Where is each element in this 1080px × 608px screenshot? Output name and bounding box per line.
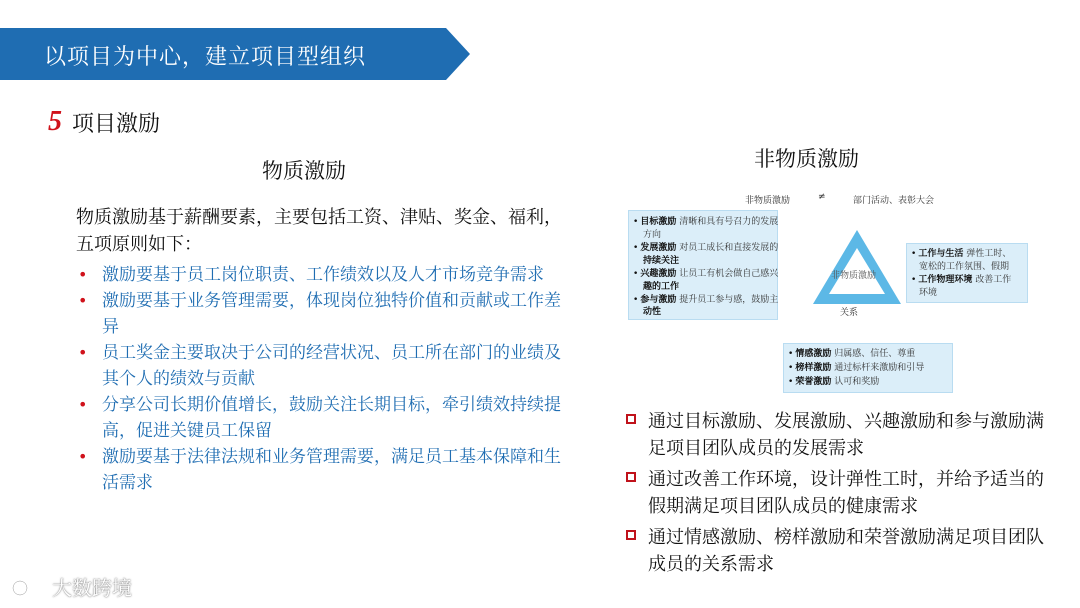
list-item-text: 通过情感激励、榜样激励和荣誉激励满足项目团队成员的关系需求 <box>648 527 1044 575</box>
box-row: • 参与激励 提升员工参与感，鼓励主 <box>633 295 779 305</box>
box-row: • 发展激励 对员工成长和直接发展的 <box>633 243 779 253</box>
diagram-top-right-label: 部门活动、表彰大会 <box>853 196 935 206</box>
list-item-text: 员工奖金主要取决于公司的经营状况、员工所在部门的业绩及其个人的绩效与贡献 <box>102 343 561 389</box>
watermark <box>12 572 132 601</box>
box-row: • 兴趣激励 让员工有机会做自己感兴 <box>633 269 779 279</box>
box-row: 环境 <box>919 288 938 298</box>
relation-box <box>783 343 953 393</box>
square-bullet-icon <box>626 414 636 424</box>
list-item <box>626 408 1046 462</box>
title-banner <box>0 28 470 80</box>
health-box <box>906 243 1028 303</box>
list-item-text: 通过改善工作环境，设计弹性工时，并给予适当的假期满足项目团队成员的健康需求 <box>648 469 1044 517</box>
triangle-side-health: 健康 <box>874 246 893 268</box>
page-title: 以项目为中心，建立项目型组织 <box>44 45 367 70</box>
bullet-dot-icon: • <box>78 291 88 310</box>
box-row: 持续关注 <box>643 256 680 266</box>
nonmaterial-incentive-heading: 非物质激励 <box>754 147 859 171</box>
logo-icon <box>12 575 46 599</box>
box-row: 动性 <box>643 307 662 317</box>
material-incentive-intro: 物质激励基于薪酬要素，主要包括工资、津贴、奖金、福利，五项原则如下： <box>76 207 562 255</box>
bullet-dot-icon: • <box>78 447 88 466</box>
list-item <box>76 392 576 444</box>
bullet-dot-icon: • <box>78 265 88 284</box>
bullet-dot-icon: • <box>78 343 88 362</box>
not-equal-icon: ≠ <box>818 192 826 202</box>
development-box <box>628 210 778 320</box>
nonmaterial-summary-list <box>626 408 1046 582</box>
list-item-text: 通过目标激励、发展激励、兴趣激励和参与激励满足项目团队成员的发展需求 <box>648 411 1044 459</box>
list-item <box>626 466 1046 520</box>
watermark-text: 大数跨境 <box>52 576 132 600</box>
box-row: • 榜样激励 通过标杆来激励和引导 <box>788 363 925 373</box>
box-row: • 工作与生活 弹性工时、 <box>911 249 1012 259</box>
square-bullet-icon <box>626 530 636 540</box>
triangle-center-label: 非物质激励 <box>831 271 877 281</box>
section-header <box>48 106 160 138</box>
nonmaterial-diagram <box>628 188 1038 394</box>
list-item <box>76 444 576 496</box>
material-incentive-heading: 物质激励 <box>262 159 346 183</box>
box-row: • 工作物理环境 改善工作 <box>911 275 1012 285</box>
triangle-side-development: 发展 <box>815 249 834 271</box>
box-row: • 荣誉激励 认可和奖励 <box>788 377 880 387</box>
list-item-text: 激励要基于业务管理需要，体现岗位独特价值和贡献或工作差异 <box>102 291 561 337</box>
list-item <box>76 262 576 288</box>
list-item-text: 激励要基于员工岗位职责、工作绩效以及人才市场竞争需求 <box>102 265 544 285</box>
diagram-top-left-label: 非物质激励 <box>745 196 791 206</box>
box-row: 方向 <box>643 230 662 240</box>
section-title: 项目激励 <box>72 111 161 137</box>
list-item <box>626 524 1046 578</box>
list-item-text: 分享公司长期价值增长，鼓励关注长期目标，牵引绩效持续提高，促进关键员工保留 <box>102 395 561 441</box>
bullet-dot-icon: • <box>78 395 88 414</box>
square-bullet-icon <box>626 472 636 482</box>
list-item-text: 激励要基于法律法规和业务管理需要，满足员工基本保障和生活需求 <box>102 447 561 493</box>
section-number: 5 <box>48 106 62 137</box>
list-item <box>76 340 576 392</box>
triangle-side-relation: 关系 <box>840 308 859 318</box>
box-row: • 情感激励 归属感、信任、尊重 <box>788 349 916 359</box>
box-row: 趣的工作 <box>643 282 680 292</box>
box-row: • 目标激励 清晰和具有号召力的发展 <box>633 217 779 227</box>
material-principles-list <box>76 262 576 496</box>
box-row: 宽松的工作氛围、假期 <box>919 262 1010 272</box>
list-item <box>76 288 576 340</box>
